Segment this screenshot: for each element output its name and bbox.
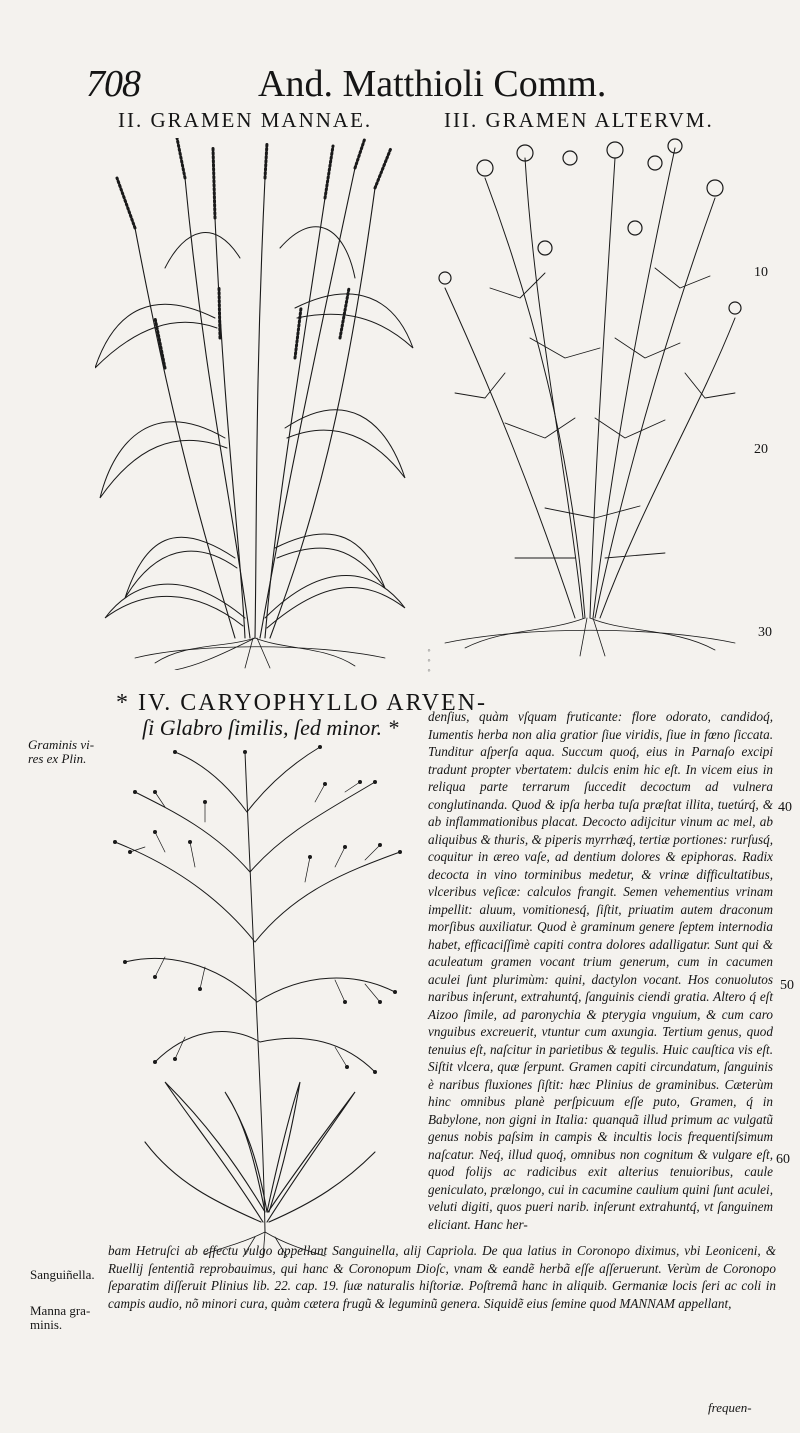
line-number: 20 [754,442,768,457]
body-text-full-width: bam Hetruſci ab effectu vulgo appellant Sanguinella, alij Capriola. De qua latius in Coronopo diximus, vbi Leoniceni, & Ruellij ſententiã reprobauimus, qui hanc & Coronopum Dioſc, vnam & eandẽ herbã eſſe aſſeruerunt. Verùm de Coronopo ſeparatim diſſeruit Plinius lib. 22. cap. 19. ſuæ naturalis hiſtoriæ. Poſtremã hanc in aliquib. Germaniæ locis ſeri ac coli in campis audio, nõ minori cura, quàm cætera frugũ & leguminũ genera. Siquidẽ eius ſemine quod MANNAM appellant, [108,1243,776,1311]
body-text-column: denſius, quàm vſquam fruticante: flore odorato, candidoq́, Iumentis herba non alia gratior ſiue viridis, ſiue in fœno ſiccata. Tunditur aſperſa aqua. Succum quoq́, eius in Parnaſo excipi tradunt propter vbertatem: dulcis enim hic eſt. In vicem eius in reliqua parte terrarum ſuccedit decoctum ad vulnera conglutinanda. Quod & ipſa herba tuſa præſtat illita, tuetúrq́, & ab inflammationibus placat. Decocto adijcitur vinum ac mel, ab aliquibus & thuris, & piperis myrrhæq́, tertiæ portiones: rurſusq́, coquitur in æreo vaſe, ad dentium dolores & epiphoras. Radix decocta in vino torminibus medetur, & vrinæ difficultatibus, vlceribus veſicæ: calculos frangit. Semen vehementius vrinam impellit: aluum, vomitionesq́, ſiſtit, priuatim autem draconum morſibus auxiliatur. Quod è graminum genere ſeptem internodia habet, efficaciſſimè capiti contra dolores adalligatur. Sunt qui & aculeatum gramen vocant trium generum, cum in cacumen aculei ſunt plurimùm: quini, dactylon vocant. Hos conuolutos naribus inſerunt, extrahuntq́, ſanguinis ciendi gratia. Altero q́ eſt Aizoo ſimile, ad paronychia & pterygia vnguium, & cum caro vnguibus excreuerit, vtuntur cum axungia. Tertium genus, quod tenuius eſt, naſcitur in parietibus & tegulis. Huic cauſtica vis eſt. Siſtit vlcera, quæ ſerpunt. Gramen capiti circundatum, ſanguinis è naribus fluxiones ſiſtit: hæc Plinius de graminibus. Cæterùm hinc omnibus planè perſpicuum eſſe puto, Gramen, q́ in Babylone, non gigni in Italia: quanquã illud primum ac vulgatũ genus nobis paſsim in campis & incultis locis frequentiſsimum naſcatur. Neq́, illud quoq́, omnibus non cognitum & vulgare eſt, quod folijs ac radicibus exit alterius tenuioribus, caule geniculato, prælongo, cui in cacumine caulium quini ſunt aculei, veluti digiti, quos pueri narib. inſerunt extrahuntq́, vt ſanguinem eliciant. Hanc her- [428,709,773,1232]
margin-note-manna-graminis: Manna gra-minis. [30,1303,91,1332]
figure-caption-gramen-alterum: III. GRAMEN ALTERVM. [444,108,714,132]
page-number: 708 [86,63,140,105]
library-stamp: ◦◦◦ [424,645,434,675]
catchword: frequen- [708,1400,752,1415]
woodcut-caryophyllo-arvensi [105,742,405,1257]
line-number: 10 [754,265,768,280]
margin-note-graminis-vires: Graminis vi-res ex Plin. [28,737,95,766]
figure-caption-caryophyllo-line2: ſi Glabro ſimilis, ſed minor. * [142,715,399,740]
figure-caption-caryophyllo-line1: * IV. CARYOPHYLLO ARVEN- [116,690,487,716]
woodcut-gramen-alterum [425,138,745,658]
figure-caption-gramen-mannae: II. GRAMEN MANNAE. [118,108,373,132]
line-number: 30 [758,625,772,640]
woodcut-gramen-mannae [95,138,415,670]
line-number: 50 [780,978,794,993]
margin-note-sanguinella: Sanguiñella. [30,1267,95,1282]
line-number: 40 [778,800,792,815]
running-head: And. Matthioli Comm. [258,63,607,105]
line-number: 60 [776,1152,790,1167]
